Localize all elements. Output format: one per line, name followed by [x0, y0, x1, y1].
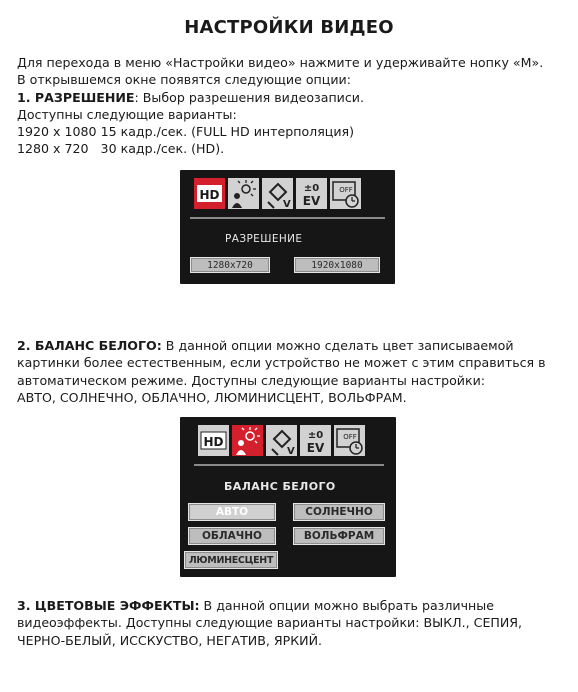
intro-text: [17, 54, 567, 158]
option-cloudy[interactable]: ОБЛАЧНО: [188, 527, 276, 545]
section2-heading: 2. БАЛАНС БЕЛОГО:: [17, 338, 162, 353]
menu-title: РАЗРЕШЕНИЕ: [225, 233, 303, 245]
section3-line-1: видеоэффекты. Доступны следующие варианты настройки: ВЫКЛ., СЕПИЯ,: [17, 615, 523, 631]
option-fluorescent[interactable]: ЛЮМИНЕСЦЕНТ: [184, 551, 278, 569]
page-title: НАСТРОЙКИ ВИДЕО: [184, 17, 394, 38]
section1-line-2: 1920 x 1080 15 кадр./сек. (FULL HD интерполяция): [17, 124, 355, 140]
camera-screen-white-balance: [180, 417, 396, 577]
menu-divider: [190, 217, 385, 219]
timer-text: OFF: [339, 186, 353, 194]
exposure-icon[interactable]: [300, 425, 331, 456]
timer-off-icon[interactable]: [334, 425, 365, 456]
section3-heading: 3. ЦВЕТОВЫЕ ЭФФЕКТЫ:: [17, 598, 200, 613]
section2-heading-rest: В данной опции можно сделать цвет записываемой: [161, 338, 514, 353]
section2-line-3: АВТО, СОЛНЕЧНО, ОБЛАЧНО, ЛЮМИНИСЦЕНТ, ВОЛЬФРАМ.: [17, 389, 407, 405]
menu-title: БАЛАНС БЕЛОГО: [224, 480, 336, 493]
option-1280x720[interactable]: 1280x720: [190, 257, 270, 273]
intro-line-2: В открывшемся окне появятся следующие опции:: [17, 72, 351, 88]
svg-text:V: V: [287, 446, 295, 456]
timer-text: OFF: [343, 433, 357, 441]
hd-icon[interactable]: [194, 178, 225, 209]
svg-text:V: V: [283, 199, 291, 209]
section1-line-3: 1280 x 720 30 кадр./сек. (HD).: [17, 141, 225, 157]
section3-heading-rest: В данной опции можно выбрать различные: [199, 598, 494, 613]
menu-icon-bar: [194, 178, 361, 212]
option-auto[interactable]: АВТО: [188, 503, 276, 521]
section3-line-2: ЧЕРНО-БЕЛЫЙ, ИССКУСТВО, НЕГАТИВ, ЯРКИЙ.: [17, 632, 322, 648]
option-1920x1080[interactable]: 1920x1080: [294, 257, 380, 273]
ev-top-text: ±0: [307, 430, 324, 441]
intro-line-1: Для перехода в меню «Настройки видео» нажмите и удерживайте нопку «M».: [17, 55, 544, 70]
option-sunny[interactable]: СОЛНЕЧНО: [293, 503, 385, 521]
ev-top-text: ±0: [303, 183, 320, 194]
option-tungsten[interactable]: ВОЛЬФРАМ: [293, 527, 385, 545]
section2-line-2: автоматическом режиме. Доступны следующие варианты настройки:: [17, 372, 486, 388]
section2-text: [17, 337, 567, 406]
section3-text: [17, 597, 567, 649]
section1-heading-line: [17, 89, 567, 106]
ev-bottom-text: EV: [302, 194, 321, 208]
camera-screen-resolution: [180, 170, 395, 284]
color-effects-icon[interactable]: [266, 425, 297, 456]
ev-bottom-text: EV: [306, 441, 325, 455]
hd-icon-text: HD: [203, 435, 224, 449]
section1-heading: 1. РАЗРЕШЕНИЕ: [17, 89, 135, 105]
section2-line-1: картинки более естественным, если устройство не может с этим справиться в: [17, 355, 546, 371]
hd-icon[interactable]: [198, 425, 229, 456]
section1-line-1: Доступны следующие варианты:: [17, 106, 237, 122]
section2-heading-line: [17, 337, 567, 354]
hd-icon-text: HD: [199, 188, 220, 202]
white-balance-icon[interactable]: [232, 425, 263, 456]
menu-divider: [194, 464, 384, 466]
exposure-icon[interactable]: [296, 178, 327, 209]
menu-icon-bar: [198, 425, 365, 459]
timer-off-icon[interactable]: [330, 178, 361, 209]
white-balance-icon[interactable]: [228, 178, 259, 209]
color-effects-icon[interactable]: [262, 178, 293, 209]
section1-heading-rest: : Выбор разрешения видеозаписи.: [134, 89, 364, 105]
section3-heading-line: [17, 597, 567, 614]
